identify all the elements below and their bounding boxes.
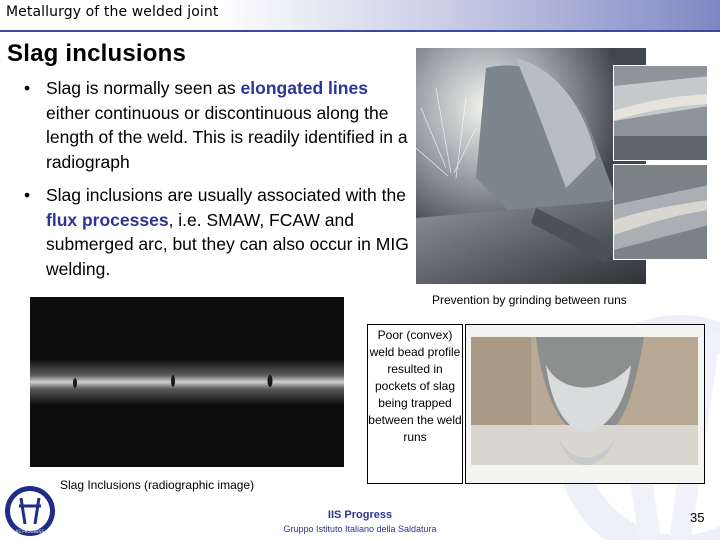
bullet-list <box>20 76 410 290</box>
footer <box>250 509 470 534</box>
radiograph-image <box>30 297 344 467</box>
bullet-icon: • <box>24 185 31 205</box>
weld-inset-photo-top <box>613 65 708 161</box>
bullet-item <box>20 183 410 281</box>
weld-inset-photo-bottom <box>613 164 708 260</box>
bullet-text-post: , i.e. SMAW, FCAW and submerged arc, but they can also occur in MIG welding. <box>46 209 409 279</box>
bead-profile-note: Poor (convex) weld bead profile resulted in pockets of slag being trapped between the weld runs <box>367 324 463 484</box>
svg-text:IIS PROGRESS: IIS PROGRESS <box>16 529 44 534</box>
page-number: 35 <box>690 510 705 525</box>
bullet-highlight: elongated lines <box>240 78 368 98</box>
grinding-photo <box>416 48 646 284</box>
footer-subtitle: Gruppo Istituto Italiano della Saldatura <box>283 524 437 534</box>
bullet-item <box>20 76 410 174</box>
bullet-text-pre: Slag inclusions are usually associated with the <box>46 185 406 205</box>
bullet-highlight: flux processes <box>46 209 169 230</box>
footer-org: IIS Progress <box>327 509 393 521</box>
bullet-text-post: either continuous or discontinuous along the length of the weld. This is readily identified in a radiograph <box>46 102 408 172</box>
convex-bead-photo <box>465 324 705 484</box>
bullet-icon: • <box>24 78 31 98</box>
header-title: Metallurgy of the welded joint <box>6 4 219 20</box>
bullet-text-pre: Slag is normally seen as <box>46 78 241 98</box>
slide-title: Slag inclusions <box>7 40 187 67</box>
header-divider <box>0 30 720 32</box>
iis-logo-icon <box>3 484 57 538</box>
radiograph-caption: Slag Inclusions (radiographic image) <box>60 478 255 492</box>
grinding-caption: Prevention by grinding between runs <box>432 293 627 307</box>
